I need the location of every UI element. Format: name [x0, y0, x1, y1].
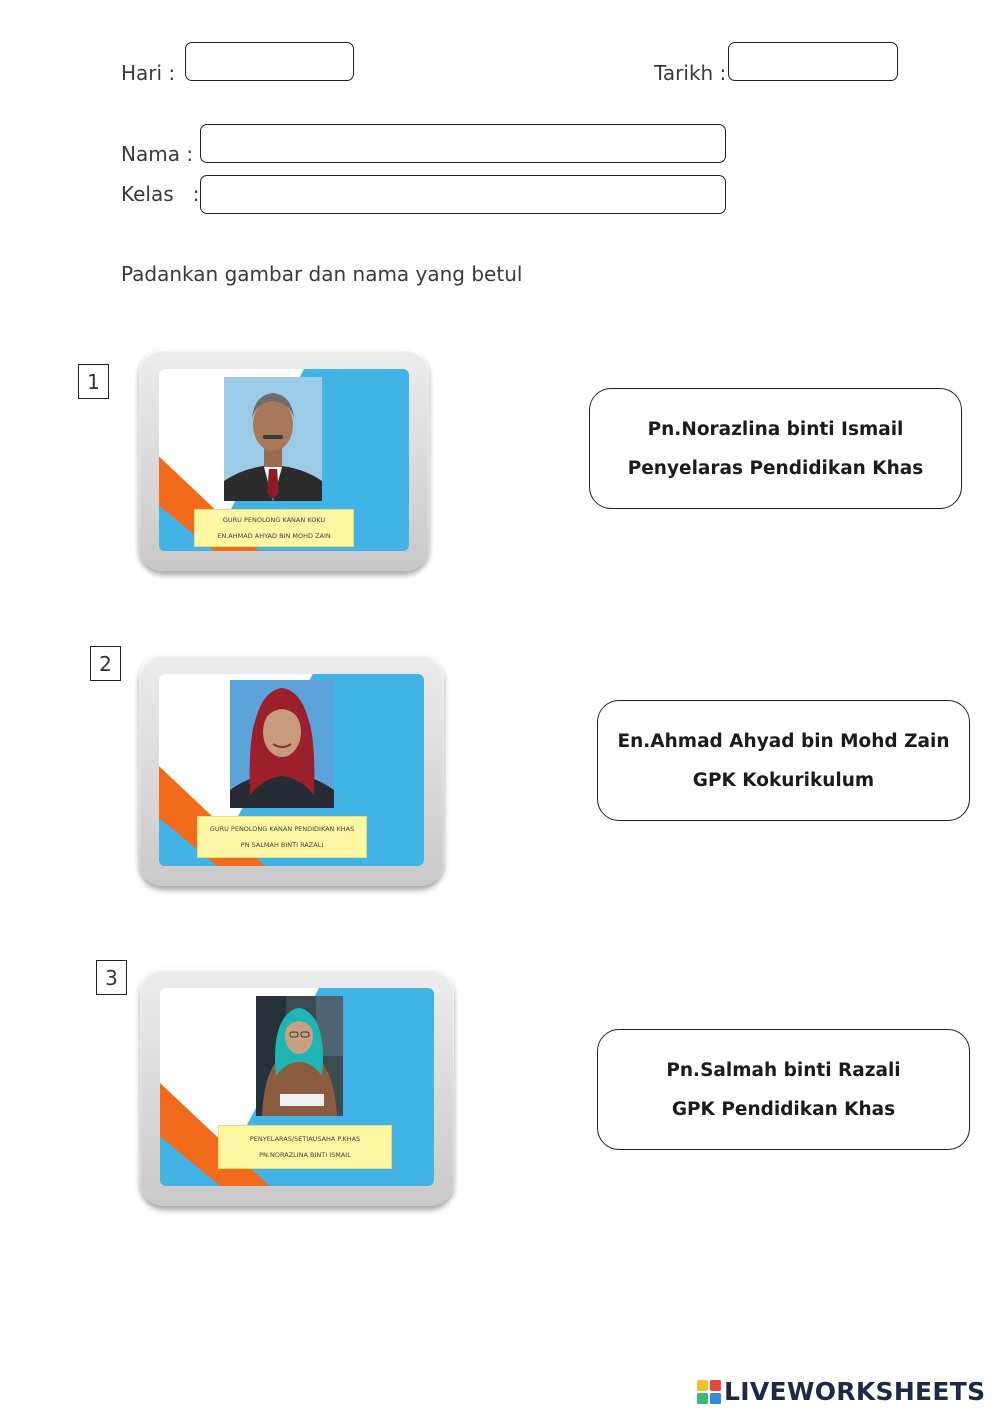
caption-name: PN SALMAH BINTI RAZALI	[240, 841, 324, 849]
tarikh-field[interactable]	[728, 42, 898, 81]
liveworksheets-logo	[697, 1377, 985, 1406]
portrait-photo-1	[224, 377, 322, 501]
photo-caption-1	[194, 509, 354, 547]
caption-title: GURU PENOLONG KANAN KOKU	[222, 515, 326, 524]
item-number-3: 3	[96, 960, 127, 995]
photo-caption-3	[218, 1125, 392, 1169]
card-role: Penyelaras Pendidikan Khas	[627, 457, 924, 479]
logo-grid-icon	[697, 1380, 721, 1404]
name-card-1[interactable]	[589, 388, 962, 509]
caption-name: EN.AHMAD AHYAD BIN MOHD ZAIN	[217, 532, 331, 540]
nama-label: Nama :	[121, 142, 194, 166]
picture-frame-1[interactable]	[139, 349, 429, 571]
nama-field[interactable]	[200, 124, 726, 163]
portrait-photo-2	[230, 680, 334, 808]
tarikh-label: Tarikh :	[654, 61, 727, 85]
card-name: Pn.Norazlina binti Ismail	[647, 418, 904, 440]
card-role: GPK Kokurikulum	[692, 769, 875, 791]
card-name: En.Ahmad Ahyad bin Mohd Zain	[617, 730, 950, 752]
kelas-label: Kelas :	[121, 182, 200, 206]
portrait-photo-3	[256, 996, 343, 1116]
picture-frame-2[interactable]	[139, 654, 444, 886]
kelas-field[interactable]	[200, 175, 726, 214]
instruction-text: Padankan gambar dan nama yang betul	[121, 262, 523, 286]
caption-name: PN.NORAZLINA BINTI ISMAIL	[259, 1151, 351, 1159]
card-name: Pn.Salmah binti Razali	[666, 1059, 901, 1081]
caption-title: GURU PENOLONG KANAN PENDIDIKAN KHAS	[209, 824, 355, 833]
card-role: GPK Pendidikan Khas	[671, 1098, 896, 1120]
logo-text: LIVEWORKSHEETS	[724, 1377, 986, 1406]
caption-title: PENYELARAS/SETIAUSAHA P.KHAS	[249, 1134, 361, 1143]
item-number-2: 2	[90, 646, 121, 681]
name-card-2[interactable]	[597, 700, 970, 821]
name-card-3[interactable]	[597, 1029, 970, 1150]
photo-caption-2	[197, 816, 367, 858]
picture-frame-3[interactable]	[140, 968, 454, 1206]
item-number-1: 1	[78, 364, 109, 399]
hari-label: Hari :	[121, 61, 176, 85]
hari-field[interactable]	[185, 42, 354, 81]
